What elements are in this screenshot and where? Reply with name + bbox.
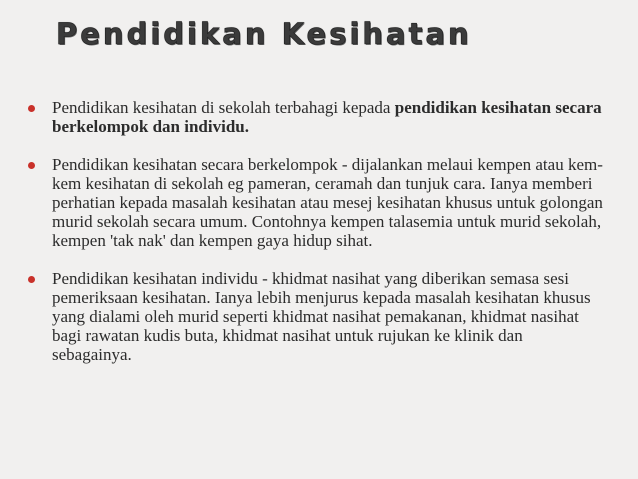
bullet-item <box>26 269 606 364</box>
bullet-text <box>52 98 602 136</box>
bullet-dot-icon <box>28 162 35 169</box>
bullet-text-bold: pendidikan kesihatan secara berkelompok dan individu. <box>52 98 602 136</box>
bullet-text: Pendidikan kesihatan secara berkelompok - dijalankan melaui kempen atau kem-kem kesihatan di sekolah eg pameran, ceramah dan tunjuk cara. Ianya memberi perhatian kepada masalah kesihatan atau mesej kesihatan khusus untuk golongan murid sekolah secara umum. Contohnya kempen talasemia untuk murid sekolah, kempen 'tak nak' dan kempen gaya hidup sihat. <box>52 155 603 250</box>
bullet-dot-icon <box>28 276 35 283</box>
slide-title: Pendidikan Kesihatan <box>56 17 472 51</box>
bullet-list <box>26 98 606 383</box>
bullet-item <box>26 98 606 136</box>
bullet-text: Pendidikan kesihatan individu - khidmat nasihat yang diberikan semasa sesi pemeriksaan kesihatan. Ianya lebih menjurus kepada masalah kesihatan khusus yang dialami oleh murid seperti khidmat nasihat pemakanan, khidmat nasihat bagi rawatan kudis buta, khidmat nasihat untuk rujukan ke klinik dan sebagainya. <box>52 269 591 364</box>
bullet-dot-icon <box>28 105 35 112</box>
bullet-text-regular: Pendidikan kesihatan di sekolah terbahagi kepada <box>52 98 395 117</box>
bullet-item <box>26 155 606 250</box>
